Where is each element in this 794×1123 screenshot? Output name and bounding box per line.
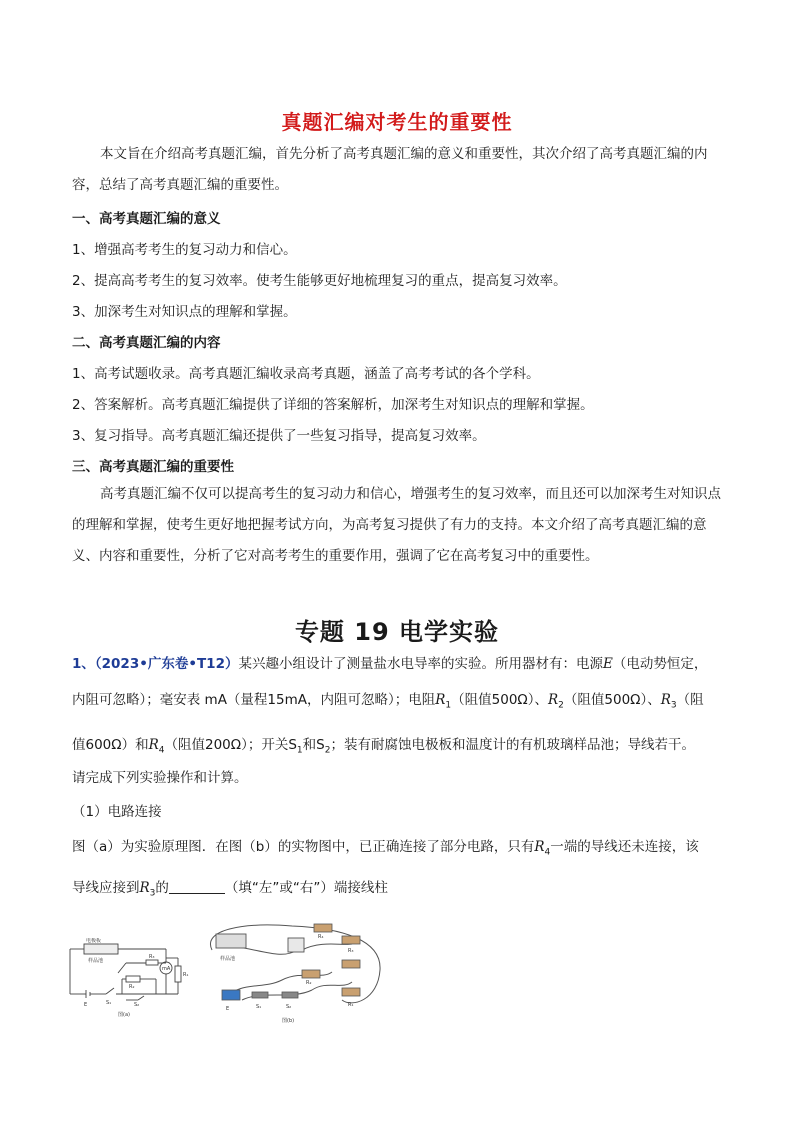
sub-question-1: （1）电路连接 xyxy=(72,804,162,820)
label-r3-b: R₃ xyxy=(348,948,354,954)
label-r3: R₃ xyxy=(149,954,155,960)
question-line-6: 图（a）为实验原理图．在图（b）的实物图中，已正确连接了部分电路，只有$R_4$一端的导线还未连接，该 xyxy=(72,839,699,858)
label-s2: S₂ xyxy=(134,1002,140,1008)
label-electrode-plate: 电极板 xyxy=(86,938,102,944)
figure-b-caption: 图(b) xyxy=(282,1018,295,1024)
importance-paragraph: 高考真题汇编不仅可以提高考生的复习动力和信心，增强考生的复习效率，而且还可以加深考生对知识点的理解和掌握，使考生更好地把握考试方向，为高考复习提供了有力的支持。本文介绍了高考真题汇编的意义、内容和重要性，分析了它对高考考生的重要作用，强调了它在高考复习中的重要性。 xyxy=(72,486,721,564)
label-s1: S₁ xyxy=(106,1000,112,1006)
label-s2-b: S₂ xyxy=(286,1004,292,1010)
article-title: 真题汇编对考生的重要性 xyxy=(281,110,513,134)
label-e-b: E xyxy=(226,1006,230,1012)
section-heading-1: 一、高考真题汇编的意义 xyxy=(72,211,221,227)
topic-title: 专题 19 电学实验 xyxy=(294,618,500,646)
list-item: 2、提高高考考生的复习效率。使考生能够更好地梳理复习的重点，提高复习效率。 xyxy=(72,273,567,289)
label-sample-cell: 样品池 xyxy=(88,958,104,964)
list-item: 2、答案解析。高考真题汇编提供了详细的答案解析，加深考生对知识点的理解和掌握。 xyxy=(72,397,594,413)
label-r1-b: R₁ xyxy=(348,1002,354,1008)
question-number: 1、（2023•广东卷•T12） xyxy=(72,656,239,672)
label-sample-cell-b: 样品池 xyxy=(220,956,236,962)
list-item: 3、复习指导。高考真题汇编还提供了一些复习指导，提高复习效率。 xyxy=(72,428,486,444)
list-item: 3、加深考生对知识点的理解和掌握。 xyxy=(72,304,297,320)
list-item: 1、高考试题收录。高考真题汇编收录高考真题，涵盖了高考考试的各个学科。 xyxy=(72,366,540,382)
section-heading-3: 三、高考真题汇编的重要性 xyxy=(72,459,234,475)
label-r2-b: R₂ xyxy=(306,980,312,986)
question-line-4: 请完成下列实验操作和计算。 xyxy=(72,770,248,786)
label-e: E xyxy=(84,1002,88,1008)
intro-paragraph: 本文旨在介绍高考真题汇编，首先分析了高考真题汇编的意义和重要性，其次介绍了高考真题汇编的内容，总结了高考真题汇编的重要性。 xyxy=(72,146,708,193)
section-heading-2: 二、高考真题汇编的内容 xyxy=(72,335,221,351)
question-line-2: 内阻可忽略）；毫安表 mA（量程15mA，内阻可忽略）；电阻$R_1$（阻值500Ω）、$R_2$（阻值500Ω）、$R_3$（阻 xyxy=(72,692,704,711)
label-r1: R₁ xyxy=(183,972,189,978)
question-line-1: 1、（2023•广东卷•T12）某兴趣小组设计了测量盐水电导率的实验。所用器材有：电源E（电动势恒定， xyxy=(72,656,708,672)
figure-a-caption: 图(a) xyxy=(118,1012,130,1018)
label-r4-b: R₄ xyxy=(318,934,324,940)
label-milliammeter: mA xyxy=(162,966,171,972)
label-r2: R₂ xyxy=(129,984,135,990)
list-item: 1、增强高考考生的复习动力和信心。 xyxy=(72,242,297,258)
label-s1-b: S₁ xyxy=(256,1004,262,1010)
answer-blank xyxy=(169,879,225,894)
figure-a-schematic xyxy=(66,938,196,1018)
question-line-7: 导线应接到$R_3$的 （填“左”或“右”）端接线柱 xyxy=(72,880,388,899)
figure-b-wiring xyxy=(202,920,392,1026)
question-line-3: 值600Ω）和$R_4$（阻值200Ω）；开关$S_1$和$S_2$；装有耐腐蚀电极板和温度计的有机玻璃样品池；导线若干。 xyxy=(72,737,695,756)
